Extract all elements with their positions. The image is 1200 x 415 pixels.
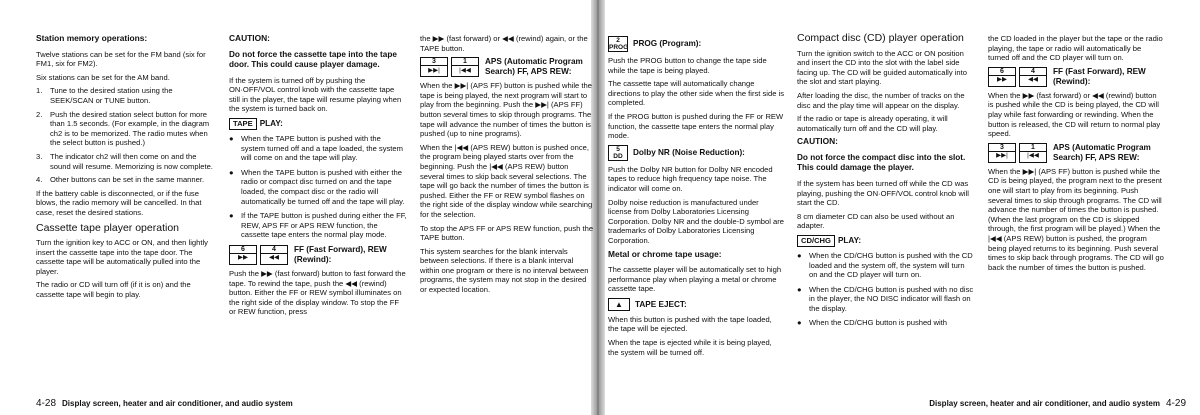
ff-button-icon: 6 ▶▶ (229, 245, 257, 265)
ff-text: Push the ▶▶ (fast forward) button to fast forward the tape. To rewind the tape, push the ◀◀ (rewind) button. Either the FF or REW symbol illuminates on the right side of the display window. To stop the FF or REW function, press (229, 268, 406, 317)
cd-aps-heading: 3 ▶▶| 1 |◀◀ APS (Automatic Program Search) FF, APS REW: (988, 143, 1164, 163)
column-1 (36, 34, 218, 304)
station-heading: Station memory operations: (36, 33, 148, 43)
cassette-p1: Turn the ignition key to ACC or ON, and then lightly insert the cassette tape into the tape door. The cassette tape will be automatically pulled into the player. (36, 238, 208, 276)
cd-p2: After loading the disc, the number of tracks on the disc and the play time will appear on the display. (797, 90, 965, 110)
cassette-p2: The radio or CD will turn off (if it is on) and the cassette tape will begin to play. (36, 280, 191, 300)
battery-note: If the battery cable is disconnected, or if the fuse blows, the radio memory will be cancelled. In that case, reset the desired stations. (36, 188, 202, 217)
prog-p1: Push the PROG button to change the tape side while the tape is being played. (608, 56, 767, 75)
aps-ff-button-icon: 3 ▶▶| (420, 57, 448, 77)
cdchg-button-label: CD/CHG (797, 235, 835, 247)
cd-p5: 8 cm diameter CD can also be used without an adapter. (797, 211, 955, 231)
prog-p2: The cassette tape will automatically change directions to play the other side when the first side is completed. (608, 79, 785, 108)
cd-ff-text: When the ▶▶ (fast forward) or ◀◀ (rewind) button is pushed while the CD is being played, the CD will play while fast forwarding or rewinding. When the button is released, the CD will return to normal play speed. (988, 90, 1161, 139)
prog-p3: If the PROG button is pushed during the FF or REW function, the cassette tape enters the normal play mode. (608, 111, 784, 141)
page-number-left: 4-28 (36, 398, 57, 409)
cont-text: the ▶▶ (fast forward) or ◀◀ (rewind) again, or the TAPE button. (420, 34, 588, 53)
metal-heading: Metal or chrome tape usage: (608, 248, 722, 259)
step-item: 1. Tune to the desired station using the SEEK/SCAN or TUNE button. (36, 86, 173, 105)
column-5 (797, 34, 975, 333)
bullet-item: ● When the CD/CHG button is pushed with (797, 318, 948, 328)
cd-bullets (797, 251, 975, 328)
tape-bullets (229, 134, 407, 240)
station-p1: Twelve stations can be set for the FM band (six for FM1, six for FM2). (36, 49, 206, 69)
aps-p2: When the |◀◀ (APS REW) button is pushed once, the program being played starts over from the beginning. Push the |◀◀ (APS REW) button several times to skip back several selections. The tape will go back the number of times the button is pushed. Either the FF or REW symbol flashes on the right side of the display window while searching for the selection. (420, 142, 593, 219)
column-2 (229, 34, 407, 321)
cd-caution-text: Do not force the compact disc into the slot. This could damage the player. (797, 152, 966, 172)
bullet-item: ● When the TAPE button is pushed with the system turned off and a tape loaded, the system will come on and the tape will play. (229, 133, 403, 163)
eject-icon: ▲ (608, 298, 630, 311)
footer-left-title: Display screen, heater and air conditioner, and audio system (62, 399, 293, 408)
eject-heading: ▲ TAPE EJECT: (608, 298, 784, 311)
column-6 (988, 34, 1164, 276)
cd-aps-ff-button-icon: 3 ▶▶| (988, 143, 1016, 163)
cd-aps-text: When the ▶▶| (APS FF) button is pushed while the CD is being played, the program next to the present one will start to play from its beginning. Push several times to skip through programs. The CD will advance the number of times the button is pushed. (When the last program on the CD is skipped through, the first program will be played.) When the |◀◀ (APS REW) button is pushed, the program being played returns to its beginning. Push several times to skip back through programs. The CD will go back the number of times the button is pushed. (988, 166, 1164, 272)
cassette-heading: Cassette tape player operation (36, 221, 180, 234)
aps-rew-button-icon: 1 |◀◀ (451, 57, 479, 77)
cd-heading: Compact disc (CD) player operation (797, 32, 964, 44)
tape-paragraph: If the system is turned off by pushing the ON·OFF/VOL control knob with the cassette tape still in the player, the tape will resume playing when the system is turned back on. (229, 75, 402, 114)
dolby-p2: Dolby noise reduction is manufactured under license from Dolby Laboratories Licensing Corporation. Dolby NR and the double-D symbol are trademarks of Dolby Laboratories Licensing Corporation. (608, 197, 785, 245)
bullet-item: ● When the CD/CHG button is pushed with no disc in the player, the NO DISC indicator will flash on the display. (797, 284, 974, 313)
cd-rew-button-icon: 4 ◀◀ (1019, 67, 1047, 87)
prog-button-icon: 2 PROG (609, 37, 629, 51)
aps-p1: When the ▶▶| (APS FF) button is pushed while the tape is being played, the next program will start to play from the beginning. Push the ▶▶| (APS FF) button several times to skip through programs. The tape will advance the number of times the button is pushed (up to nine programs). (420, 81, 592, 139)
step-item: 2. Push the desired station select button for more than 1.5 seconds. (For example, in the diagram ch2 is to be memorized. The radio mutes when the select button is pushed.) (36, 109, 210, 148)
bullet-item: ● When the TAPE button is pushed with either the radio or compact disc turned on and the tape loaded, the compact disc or the radio will automatically be turned off and the tape will play. (229, 167, 405, 206)
bullet-item: ● If the TAPE button is pushed during either the FF, REW, APS FF or APS REW function, the cassette tape enters the normal play mode. (229, 211, 407, 240)
rew-button-icon: 4 ◀◀ (260, 245, 288, 265)
bullet-item: ● When the CD/CHG button is pushed with the CD loaded and the system off, the system will turn on and the CD player will turn on. (797, 250, 973, 280)
aps-p4: This system searches for the blank intervals between selections. If there is a blank interval within one program or there is no interval between programs, the system may not stop in the desired or expected location. (420, 246, 589, 295)
caution-label: CAUTION: (229, 33, 270, 43)
column-4 (608, 34, 784, 361)
cd-p3: If the radio or tape is already operating, it will automatically turn off and the CD will play. (797, 114, 948, 133)
tape-button-label: TAPE (229, 118, 257, 130)
tape-play-heading: TAPE PLAY: (229, 118, 407, 130)
footer-left (36, 398, 293, 409)
dolby-p1: Push the Dolby NR button for Dolby NR encoded tapes to reduce high frequency tape noise. The indicator will come on. (608, 164, 773, 193)
station-steps (36, 86, 218, 184)
cd-aps-rew-button-icon: 1 |◀◀ (1019, 143, 1047, 163)
caution-text: Do not force the cassette tape into the tape door. This could cause player damage. (229, 49, 397, 69)
cd-p1: Turn the ignition switch to the ACC or ON position and insert the CD into the slot with the label side facing up. The CD will be guided automatically into the slot and start playing. (797, 48, 967, 87)
cd-caution-label: CAUTION: (797, 136, 838, 147)
dolby-heading: 5 DD Dolby NR (Noise Reduction): (608, 145, 784, 161)
cd-ff-button-icon: 6 ▶▶ (988, 67, 1016, 87)
prog-heading: 2 PROG PROG (Program): (609, 37, 702, 51)
eject-p2: When the tape is ejected while it is being played, the system will be turned off. (608, 338, 772, 357)
cd-p4: If the system has been turned off while the CD was playing, pushing the ON·OFF/VOL control knob will start the CD. (797, 178, 969, 208)
column-3 (420, 34, 594, 299)
ff-rew-heading: 6 ▶▶ 4 ◀◀ FF (Fast Forward), REW (Rewind): (229, 245, 407, 265)
aps-p3: To stop the APS FF or APS REW function, push the TAPE button. (420, 223, 594, 243)
cd-ff-rew-heading: 6 ▶▶ 4 ◀◀ FF (Fast Forward), REW (Rewind): (988, 67, 1164, 87)
metal-p: The cassette player will be automatically set to high performance play when playing a metal or chrome cassette tape. (608, 265, 782, 294)
page-number-right: 4-29 (1165, 398, 1186, 409)
cd-cont-text: the CD loaded in the player but the tape or the radio playing, the tape or radio will automatically be turned off and the CD player will turn on. (988, 34, 1163, 63)
step-item: 4. Other buttons can be set in the same manner. (36, 175, 205, 185)
station-p2: Six stations can be set for the AM band. (36, 72, 170, 82)
dolby-button-icon: 5 DD (608, 145, 628, 161)
aps-heading: 3 ▶▶| 1 |◀◀ APS (Automatic Program Search) FF, APS REW: (420, 57, 594, 77)
cd-play-heading: CD/CHG PLAY: (797, 235, 975, 247)
step-item: 3. The indicator ch2 will then come on and the sound will resume. Memorizing is now complete. (36, 151, 213, 171)
footer-right-title: Display screen, heater and air conditioner, and audio system (929, 399, 1160, 408)
eject-p1: When this button is pushed with the tape loaded, the tape will be ejected. (608, 314, 772, 334)
footer-right (929, 398, 1186, 409)
